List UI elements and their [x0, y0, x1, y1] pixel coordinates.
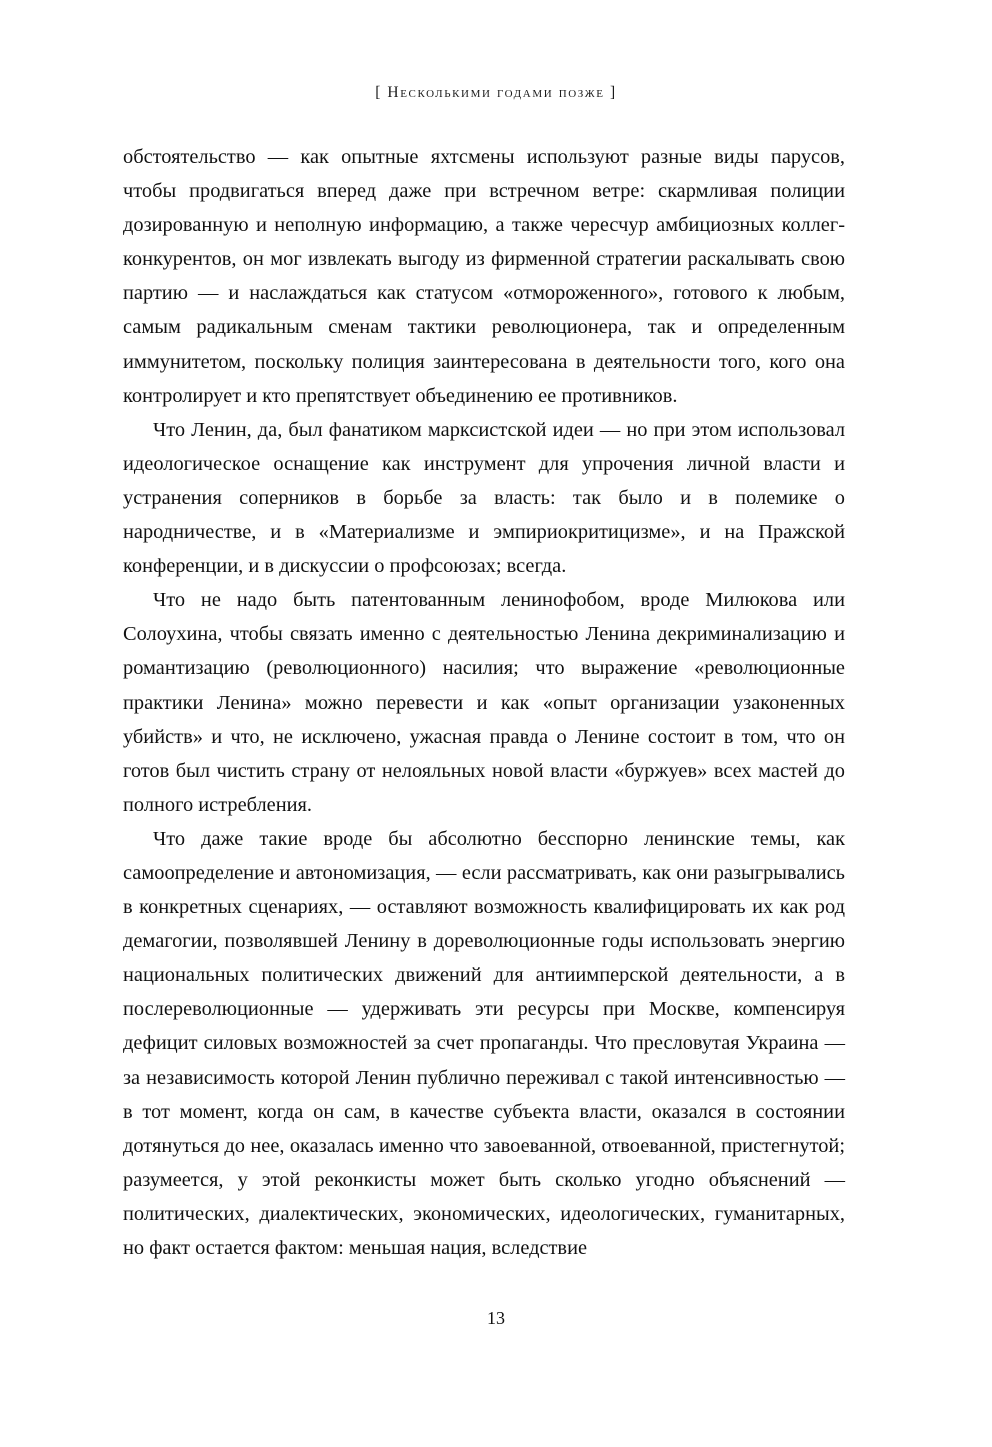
- body-paragraph: Что Ленин, да, был фанатиком марксистской идеи — но при этом использовал идеологическое оснащение как инструмент для упрочения личной власти и устранения соперников в борьбе за власть: так было и в полемике о народничестве, и в «Материализме и эмпириокритицизме», и на Пражской конференции, и в дискуссии о профсоюзах; всегда.: [123, 418, 845, 578]
- page-number: 13: [487, 1308, 505, 1328]
- body-paragraph: обстоятельство — как опытные яхтсмены используют разные виды парусов, чтобы продвигаться вперед даже при встречном ветре: скармливая полиции дозированную и неполную информацию, а также чересчур амбициозных коллег-конкурентов, он мог извлекать выгоду из фирменной стратегии раскалывать свою партию — и наслаждаться как статусом «отмороженного», готового к любым, самым радикальным сменам тактики революционера, так и определенным иммунитетом, поскольку полиция заинтересована в деятельности того, кого она контролирует и кто препятствует объединению ее противников.: [123, 146, 845, 407]
- body-paragraph: Что даже такие вроде бы абсолютно бесспорно ленинские темы, как самоопределение и автономизация, — если рассматривать, как они разыгрывались в конкретных сценариях, — оставляют возможность квалифицировать их как род демагогии, позволявшей Ленину в дореволюционные годы использовать энергию национальных политических движений для антиимперской деятельности, а в послереволюционные — удерживать эти ресурсы при Москве, компенсируя дефицит силовых возможностей за счет пропаганды. Что пресловутая Украина — за независимость которой Ленин публично переживал с такой интенсивностью — в тот момент, когда он сам, в качестве субъекта власти, оказался в состоянии дотянуться до нее, оказалась именно что завоеванной, отвоеванной, пристегнутой; разумеется, у этой реконкисты может быть сколько угодно объяснений — политических, диалектических, экономических, идеологических, гуманитарных, но факт остается фактом: меньшая нация, вследствие: [123, 827, 845, 1259]
- running-head: [ Несколькими годами позже ]: [375, 84, 617, 101]
- body-text-column: [123, 140, 845, 1265]
- body-paragraph: Что не надо быть патентованным ленинофобом, вроде Милюкова или Солоухина, чтобы связать именно с деятельностью Ленина декриминализацию и романтизацию (революционного) насилия; что выражение «революционные практики Ленина» можно перевести и как «опыт организации узаконенных убийств» и что, не исключено, ужасная правда о Ленине состоит в том, что он готов был чистить страну от нелояльных новой власти «буржуев» всех мастей до полного истребления.: [123, 589, 845, 816]
